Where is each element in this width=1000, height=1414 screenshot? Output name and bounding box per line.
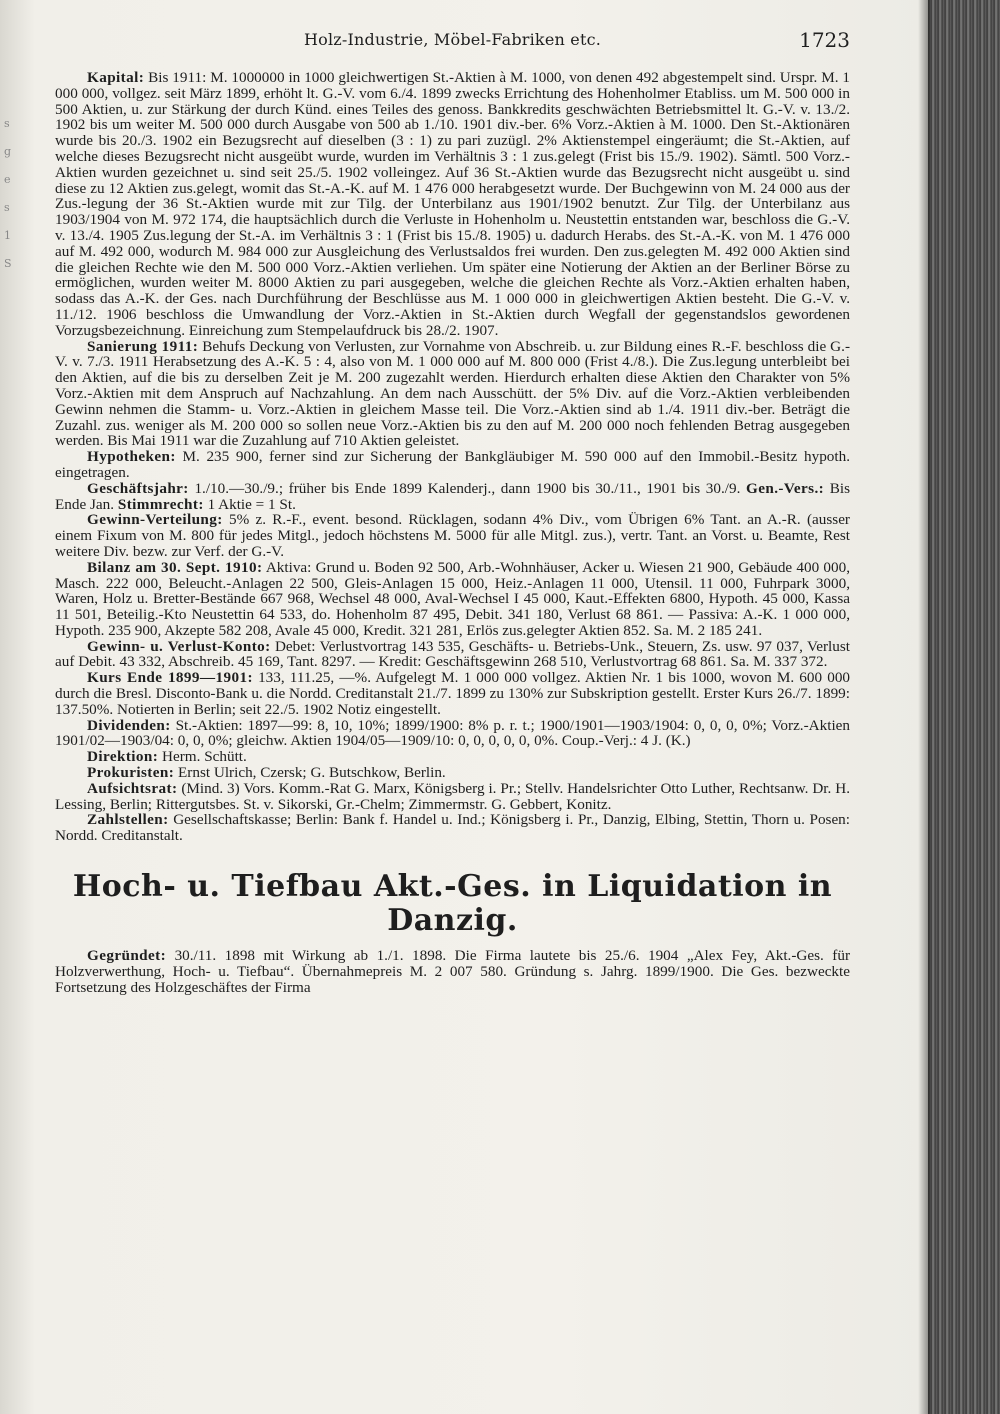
entry-gewinn-verlust-konto: [55, 639, 850, 671]
entry-prokuristen: [55, 765, 850, 781]
running-title: Holz-Industrie, Möbel-Fabriken etc.: [303, 30, 602, 49]
page-content: [55, 70, 850, 995]
entry-text-stimmrecht: 1 Aktie = 1 St.: [207, 495, 296, 513]
entry-zahlstellen: [55, 812, 850, 844]
entry-label: Gewinn-Verteilung:: [87, 511, 223, 529]
entry-text: Debet: Verlustvortrag 143 535, Geschäfts- u. Betriebs-Unk., Steuern, Zs. usw. 97 037, Verlust auf Debit. 43 332, Abschreib. 45 169, Tant. 8297. — Kredit: Geschäftsgewinn 268 510, Verlustvortrag 68 861. Sa. M. 337 372.: [55, 637, 850, 671]
margin-mark: 1: [4, 229, 11, 242]
entry-label: Dividenden:: [87, 716, 171, 734]
entry-label: Gewinn- u. Verlust-Konto:: [87, 637, 271, 655]
entry-kurs: [55, 670, 850, 717]
book-page-edges: [928, 0, 1000, 1414]
entry-gewinn-verteilung: [55, 512, 850, 559]
entry-label: Prokuristen:: [87, 764, 175, 782]
margin-mark: g: [4, 145, 12, 158]
entry-hypotheken: [55, 449, 850, 481]
section-title: Hoch- u. Tiefbau Akt.-Ges. in Liquidation in Danzig.: [72, 869, 833, 939]
entry-sanierung: [55, 339, 850, 450]
entry-geschaeftsjahr: [55, 481, 850, 513]
entry-text: (Mind. 3) Vors. Komm.-Rat G. Marx, Königsberg i. Pr.; Stellv. Handelsrichter Otto Luther, Rechtsanw. Dr. H. Lessing, Berlin; Rittergutsbes. St. v. Sikorski, Gr.-Chelm; Zimmermstr. G. Gebbert, Konitz.: [55, 779, 851, 813]
entry-bilanz: [55, 560, 850, 639]
entry-gegruendet: [55, 948, 850, 995]
entry-label: Kapital:: [87, 69, 145, 86]
entry-label-gen-vers: Gen.-Vers.:: [746, 479, 825, 497]
entry-text: 133, 111.25, —%. Aufgelegt M. 1 000 000 vollgez. Aktien Nr. 1 bis 1000, wovon M. 600 000 durch die Bresl. Disconto-Bank u. die Nordd. Creditanstalt 21./7. 1899 zu 130% zur Subskription gestellt. Erster Kurs 26./7. 1899: 137.50%. Notierten in Berlin; seit 22./5. 1902 Notiz eingestellt.: [55, 669, 851, 718]
entry-label: Aufsichtsrat:: [87, 779, 178, 797]
entry-label: Sanierung 1911:: [87, 337, 199, 355]
entry-label: Gegründet:: [87, 947, 167, 965]
entry-kapital: [55, 70, 850, 339]
entry-text: Herm. Schütt.: [162, 748, 247, 766]
entry-label-stimmrecht: Stimmrecht:: [117, 495, 204, 513]
entry-text: Aktiva: Grund u. Boden 92 500, Arb.-Wohnhäuser, Acker u. Wiesen 21 900, Gebäude 400 000, Masch. 222 000, Beleucht.-Anlagen 22 500, Gleis-Anlagen 15 000, Heiz.-Anlagen 11 000, Utensil. 11 000, Fuhrpark 3000, Waren, Holz u. Bretter-Bestände 667 968, Wechsel 48 000, Aval-Wechsel I 45 000, Kaut.-Effekten 6800, Hypoth. 45 000, Kassa 11 501, Beteilig.-Kto Neustettin 64 533, do. Hohenholm 87 495, Debit. 341 180, Verlust 68 861. — Passiva: A.-K. 1 000 000, Hypoth. 235 900, Akzepte 582 208, Avale 45 000, Kredit. 321 281, Erlös zus.gelegter Aktien 852. Sa. M. 2 185 241.: [55, 558, 850, 639]
entry-text: M. 235 900, ferner sind zur Sicherung der Bankgläubiger M. 590 000 auf den Immobil.-Besitz hypoth. eingetragen.: [55, 448, 850, 481]
page-number: 1723: [799, 28, 850, 52]
margin-mark: s: [4, 117, 10, 130]
entry-text: 5% z. R.-F., event. besond. Rücklagen, sodann 4% Div., vom Übrigen 6% Tant. an A.-R. (ausser einem Fixum von M. 800 für jedes Mitgl., jedoch höchstens M. 5000 für alle Mitgl. zus.), vertr. Tant. an Vorst. u. Beamte, Rest weitere Div. bezw. zur Verf. der G.-V.: [55, 511, 850, 560]
entry-label: Geschäftsjahr:: [87, 479, 189, 497]
entry-label: Zahlstellen:: [87, 811, 169, 829]
entry-label: Bilanz am 30. Sept. 1910:: [87, 558, 263, 576]
entry-label: Direktion:: [87, 748, 159, 766]
entry-text: 30./11. 1898 mit Wirkung ab 1./1. 1898. Die Firma lautete bis 25./6. 1904 „Alex Fey, Akt.-Ges. für Holzverwerthung, Hoch- u. Tiefbau“. Übernahmepreis M. 2 007 580. Gründung s. Jahrg. 1899/1900. Die Ges. bezweckte Fortsetzung des Holzgeschäftes der Firma: [55, 947, 851, 996]
entry-label: Kurs Ende 1899—1901:: [87, 669, 253, 687]
entry-text-gen-vers: Bis Ende Jan.: [55, 479, 851, 513]
entry-text: Bis 1911: M. 1000000 in 1000 gleichwertigen St.-Aktien à M. 1000, von denen 492 abgestempelt sind. Urspr. M. 1 000 000, vollgez. seit März 1899, erhöht lt. G.-V. vom 6./4. 1899 zwecks Errichtung des Hohenholmer Etabliss. um M. 500 000 in 500 Aktien, u. zur Stärkung der durch Künd. eines Teiles des genoss. Bankkredits geschwächten Betriebsmittel lt. G.-V. v. 13./2. 1902 bis um weiter M. 500 000 durch Ausgabe von 500 ab 1./10. 1901 div.-ber. 6% Vorz.-Aktien à M. 1000. Den St.-Aktionären wurde bis 20./3. 1902 ein Bezugsrecht auf dieselben (3 : 1) zu pari zuzügl. 2% Aktienstempel eingeräumt; die St.-Aktien, auf welche dieses Bezugsrecht nicht ausgeübt wurde, wurden im Verhältnis 3 : 1 zus.gelegt (Frist bis 15./9. 1902). Sämtl. 500 Vorz.-Aktien wurden gezeichnet u. sind seit 25./5. 1902 volleingez. Auf 36 St.-Aktien wurde das Bezugsrecht nicht ausgeübt u. sind diese zu 12 Aktien zus.gelegt, womit das St.-A.-K. auf M. 1 476 000 herabgesetzt wurde. Der Buchgewinn von M. 24 000 aus der Zus.-legung der 36 St.-Aktien wurde mit zur Tilg. der Unterbilanz aus 1901/1902 benutzt. Zur Tilg. der Unterbilanz aus 1903/1904 von M. 972 174, die hauptsächlich durch die Verluste in Hohenholm u. Neustettin entstanden war, beschloss die G.-V. v. 13./4. 1905 Zus.legung der St.-A. im Verhältnis 3 : 1 (Frist bis 15./8. 1905) u. dadurch Herabs. des St.-A.-K. von M. 1 476 000 auf M. 492 000, wodurch M. 984 000 zur Ausgleichung des Verlustsaldos frei wurden. Den zus.gelegten M. 492 000 Aktien sind die gleichen Rechte wie den M. 500 000 Vorz.-Aktien verliehen. Um später eine Notierung der Aktien an der Berliner Börse zu ermöglichen, wurden weiter M. 8000 Aktien zu pari ausgegeben, welche die gleichen Rechte als Vorz.-Aktien erhalten haben, sodass das A.-K. der Ges. nach Durchführung der Beschlüsse aus M. 1 000 000 in gleichwertigen Aktien besteht. Die G.-V. v. 11./12. 1906 beschloss die Umwandlung der Vorz.-Aktien in St.-Aktien durch Wegfall der gegenstandslos gewordenen Vorzugsbezeichnung. Einreichung zum Stempelaufdruck bis 28./2. 1907.: [55, 69, 851, 339]
entry-direktion: [55, 749, 850, 765]
margin-marks: [4, 110, 18, 278]
entry-dividenden: [55, 718, 850, 750]
page-header: [55, 30, 850, 52]
entry-text: 1./10.—30./9.; früher bis Ende 1899 Kalenderj., dann 1900 bis 30./11., 1901 bis 30./9.: [194, 479, 741, 497]
entry-label: Hypotheken:: [87, 448, 176, 466]
margin-mark: S: [4, 257, 12, 270]
entry-aufsichtsrat: [55, 781, 850, 813]
margin-mark: e: [4, 173, 11, 186]
entry-text: Gesellschaftskasse; Berlin: Bank f. Handel u. Ind.; Königsberg i. Pr., Danzig, Elbing, Stettin, Thorn u. Posen: Nordd. Creditanstalt.: [55, 811, 850, 845]
margin-mark: s: [4, 201, 10, 214]
entry-text: St.-Aktien: 1897—99: 8, 10, 10%; 1899/1900: 8% p. r. t.; 1900/1901—1903/1904: 0, 0, 0, 0%; Vorz.-Aktien 1901/02—1903/04: 0, 0, 0%; gleichw. Aktien 1904/05—1909/10: 0, 0, 0, 0, 0, 0%. Coup.-Verj.: 4 J. (K.): [55, 716, 851, 750]
entry-text: Behufs Deckung von Verlusten, zur Vornahme von Abschreib. u. zur Bildung eines R.-F. beschloss die G.-V. v. 7./3. 1911 Herabsetzung des A.-K. 5 : 4, also von M. 1 000 000 auf M. 800 000 (Frist 4./8.). Die Zus.legung unterbleibt bei den Aktien, auf die bis zu derselben Zeit je M. 200 zugezahlt werden. Hierdurch erhalten diese Aktien den Charakter von 5% Vorz.-Aktien mit dem Anspruch auf Nachzahlung. An dem nach Ausschütt. der 5% Div. auf die Vorz.-Aktien verbleibenden Gewinn nehmen die Stamm- u. Vorz.-Aktien in gleichem Masse teil. Die Vorz.-Aktien sind ab 1./4. 1911 div.-ber. Beträgt die Zuzahl. zus. weniger als M. 200 000 so sollen neue Vorz.-Aktien bis zu den auf M. 200 000 noch fehlenden Betrag ausgegeben werden. Bis Mai 1911 war die Zuzahlung auf 710 Aktien geleistet.: [55, 337, 851, 450]
entry-text: Ernst Ulrich, Czersk; G. Butschkow, Berlin.: [178, 764, 446, 782]
